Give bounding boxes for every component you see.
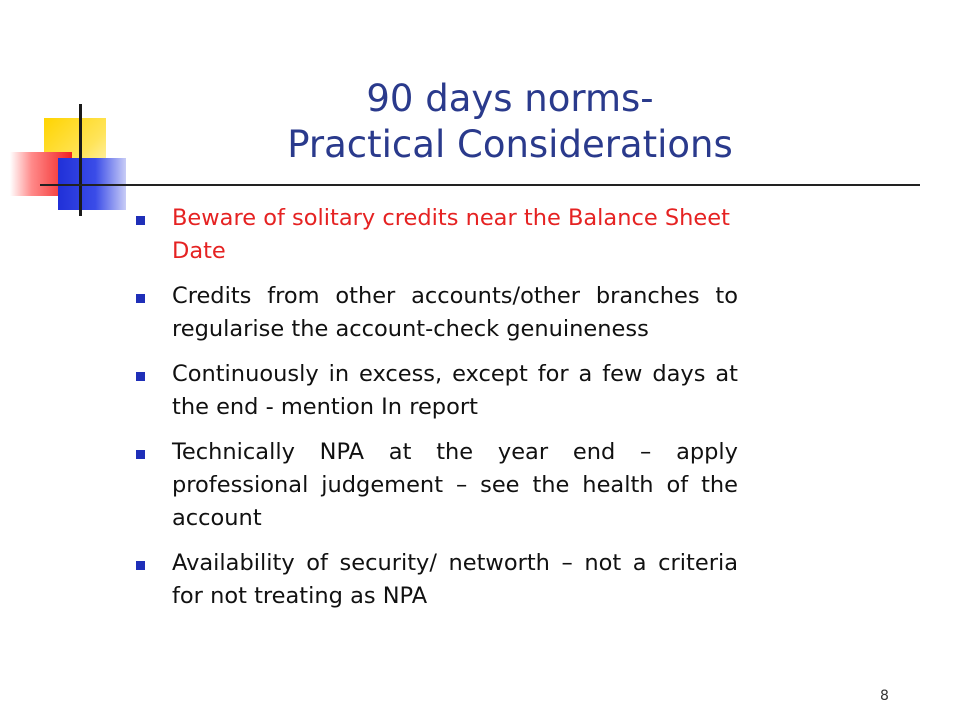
square-bullet-icon [136, 450, 145, 459]
bullet-text: Beware of solitary credits near the Balance Sheet Date [172, 205, 730, 264]
page-number: 8 [880, 688, 889, 704]
square-bullet-icon [136, 294, 145, 303]
title-line-1: 90 days norms- [366, 77, 654, 120]
square-bullet-icon [136, 216, 145, 225]
bullet-text: Technically NPA at the year end – apply professional judgement – see the health of the account [172, 439, 738, 531]
colored-squares-logo-icon [0, 0, 140, 230]
slide-title [150, 76, 870, 168]
bullet-text: Availability of security/ networth – not a criteria for not treating as NPA [172, 550, 738, 609]
square-bullet-icon [136, 561, 145, 570]
vertical-rule [79, 104, 82, 216]
bullet-item [134, 202, 738, 268]
bullet-list [134, 202, 738, 625]
bullet-item [134, 436, 738, 535]
bullet-item [134, 358, 738, 424]
title-line-2: Practical Considerations [287, 123, 733, 166]
bullet-text: Continuously in excess, except for a few days at the end - mention In report [172, 361, 738, 420]
bullet-text: Credits from other accounts/other branches to regularise the account-check genuineness [172, 283, 738, 342]
bullet-item [134, 547, 738, 613]
square-bullet-icon [136, 372, 145, 381]
bullet-item [134, 280, 738, 346]
title-underline [40, 184, 920, 186]
